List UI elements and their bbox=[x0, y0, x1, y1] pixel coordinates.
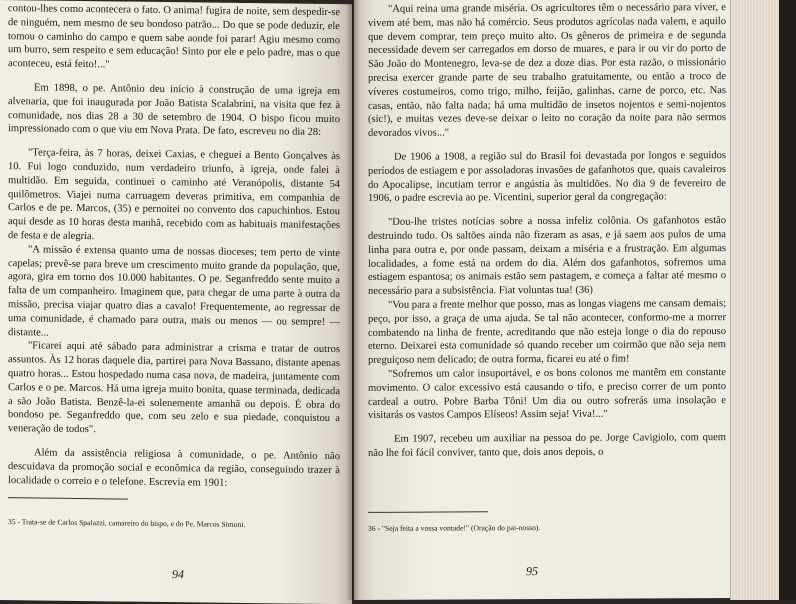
left-page bbox=[0, 0, 352, 604]
background bbox=[779, 0, 796, 600]
footnote-rule bbox=[8, 497, 128, 499]
quote-paragraph: "Terça-feira, às 7 horas, deixei Caxias, e cheguei a Bento Gonçalves às 10. Fui logo conduzido, num verdadeiro triunfo, à igreja, onde falei à multidão. Em seguida, continuei o caminho até Veranópolis, distante 54 quilômetros. Viajei numa carruagem deveras primitiva, em companhia de Carlos e de pe. Marcos, (35) e pernoitei no convento dos capuchinhos. Estou aqui desde as 10 horas desta manhã, recebido com as habituais manifestações de festa e de alegria. bbox=[8, 147, 340, 243]
footnote-rule bbox=[368, 511, 488, 513]
footnote: 36 - "Seja feita a vossa vontade!" (Oração do pai-nosso). bbox=[368, 523, 541, 533]
quote-paragraph: "Aqui reina uma grande miséria. Os agricultores têm o necessário para viver, e vivem até bem, mas não há comércio. Seus produtos agrícolas nada valem, e aquilo que devem comprar, tem preço muito alto. Os gêneros de primeira e de segunda necessidade devem ser carregados em dorso de muares, e para ir ou vir do porto de São João do Montenegro, leva-se de dez a doze dias. Por esta razão, o missionário precisa exercer grande parte de seu trabalho gratuitamente, ou então a troco de víveres costumeiros, como trigo, milho, feijão, galinhas, carne de porco, etc. Nas casas, então, não falta nada; há uma multidão de insetos nojentos e semi-nojentos (sic!), e muitas vezes deve-se deixar o leito no coração da noite para não sermos devorados vivos..." bbox=[368, 2, 726, 140]
quote-paragraph: "Sofremos um calor insuportável, e os bons colonos me mantêm em constante movimento. O calor excessivo está causando o tifo, e preciso correr de um ponto cardeal a outro. Pobre Barba Tôni! Um dia ou outro sofrerás uma insolação e visitarás os vastos Campos Elíseos! Assim seja! Viva!..." bbox=[368, 366, 726, 422]
page-number: 94 bbox=[172, 567, 184, 582]
paragraph: Em 1898, o pe. Antônio deu início à construção de uma igreja em alvenaria, que foi inaugurada por João Batista Scalabrini, na visita que fez à comunidade, nos dias 28 a 30 de setembro de 1904. O bispo ficou muito impressionado com o que viu em Nova Prata. De fato, escreveu no dia 28: bbox=[8, 82, 340, 139]
right-page bbox=[354, 0, 732, 600]
paragraph: Além da assistência religiosa à comunidade, o pe. Antônio não descuidava da promoção social e econômica da região, conseguindo trazer à localidade o correio e o telefone. Escrevia em 1901: bbox=[8, 447, 340, 489]
quote-paragraph: "A missão é extensa quanto uma de nossas dioceses; tem perto de vinte capelas; prevê-se para breve um crescimento muito grande da população, que, agora, gira em torno dos 10.000 habitantes. O pe. Seganfreddo sente muito a falta de um companheiro. Imaginem que, para chegar de uma parte à outra da missão, precisa viajar quatro dias a cavalo! Frequentemente, ao regressar de uma comunidade, é chamado para outra, mais ou menos — ou sempre! — distante... bbox=[8, 244, 340, 339]
book-gutter bbox=[346, 0, 360, 600]
quote-paragraph: "Dou-lhe tristes notícias sobre a nossa infeliz colônia. Os gafanhotos estão destruindo tudo. Os saltões ainda não fizeram as asas, e já saem aos pulos de uma linha para outra e, por onde passam, deixam a miséria e a frustração. Em algumas localidades, a fome está na ordem do dia. Além dos gafanhotos, sofremos uma estiagem espantosa; os animais estão sem pastagem, e começa a faltar até mesmo o necessário para a subsistência. Fiat voluntas tua! (36) bbox=[368, 215, 726, 298]
paragraph: De 1906 a 1908, a região sul do Brasil foi devastada por longos e seguidos períodos de estiagem e por assoladoras invasões de gafanhotos que, quais cavaleiros do Apocalipse, incutiam terror e angústia às multidões. No dia 9 de fevereiro de 1906, o padre escrevia ao pe. Vicentini, superior geral da congregação: bbox=[368, 150, 726, 205]
quote-paragraph: "Vou para a frente melhor que posso, mas as longas viagens me cansam demais; peço, por isso, a graça de uma ajuda. Se tal não acontecer, conformo-me a morrer combatendo na linha de frente, acreditando que não esteja longe o dia do repouso eterno. Deixarei esta comunidade só quando receber um coirmão que não seja nem preguiçoso nem delicado; de outra forma, ficarei eu até o fim! bbox=[368, 297, 726, 367]
quote-paragraph: "Ficarei aqui até sábado para administrar a crisma e tratar de outros assuntos. Às 12 horas daquele dia, partirei para Nova Bassano, distante apenas quatro horas... Estou hospedado numa casa nova, de madeira, juntamente com Carlos e o pe. Marcos. Há uma igreja muito bonita, quase terminada, dedicada a são João Batista. Benzê-la-ei solenemente amanhã ou depois. É obra do bondoso pe. Seganfreddo que, com seu zelo e sua piedade, conquistou a veneração de todos". bbox=[8, 340, 340, 436]
footnote: 35 - Trata-se de Carlos Spalazzi, camareiro do bispo, e do Pe. Marcos Simoni. bbox=[8, 517, 246, 529]
page-number: 95 bbox=[526, 564, 538, 579]
left-page-body bbox=[8, 2, 340, 491]
paragraph: Em 1907, recebeu um auxiliar na pessoa do pe. Jorge Cavigiolo, com quem não lhe foi fácil conviver, tanto que, dois anos depois, o bbox=[368, 432, 726, 459]
right-page-body bbox=[368, 1, 726, 461]
paragraph: contou-lhes como acontecera o fato. O anima! fugira de noite, sem despedir-se de ninguém, nem mesmo de seu bondoso patrão... Do que se pode deduzir, ele tomou o caminho do campo e quem sabe aonde foi parar! Agiu mesmo como um burro, sem respeito e sem educação! Sinto por ele e pelo padre, mas o que aconteceu, está feito!..." bbox=[8, 3, 340, 71]
